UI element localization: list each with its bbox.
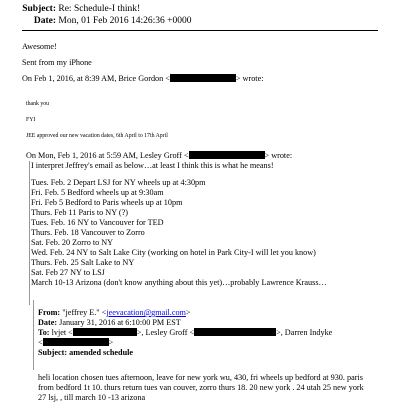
redaction-bar: [73, 328, 137, 336]
fwd-from-name: "jeffrey E." <: [62, 308, 107, 317]
schedule-item: Sat. Feb. 20 Zorro to NY: [31, 238, 114, 247]
subject-value: Re: Schedule-I think!: [58, 4, 141, 14]
forward-bar: [33, 300, 34, 370]
fwd-date-value: January 31, 2016 at 6:10:00 PM EST: [59, 318, 181, 327]
tail-line: from bedford 1t 10. thurs return tues van couver, zorro thurs 18. 20 new york . 24 utah 25 new york: [38, 383, 364, 392]
schedule-item: Sat. Feb 27 NY to LSJ: [31, 268, 105, 277]
fwd-date-label: Date:: [38, 318, 58, 327]
quote-bar: [29, 161, 30, 305]
body-line-sent: Sent from my iPhone: [22, 58, 92, 67]
fwd-to-a: lvjet <: [51, 328, 73, 337]
quote-intro-2-pre: On Mon, Feb 1, 2016 at 5:59 AM, Lesley Groff <: [26, 151, 189, 160]
fwd-to-row-2: [38, 338, 113, 348]
quote-intro-1: [22, 74, 263, 84]
redaction-bar: [43, 338, 109, 346]
schedule-item: Tues. Feb. 2 Depart LSJ for NY wheels up at 4:30pm: [31, 178, 206, 187]
schedule-item: Fri. Feb 5 Bedford to Paris wheels up at 10pm: [31, 198, 183, 207]
fwd-to-b: >, Lesley Groff <: [136, 328, 195, 337]
subject-row: [22, 3, 140, 15]
reply-line-fyi: FYI: [26, 117, 36, 123]
schedule-item: Wed. Feb. 24 NY to Salt Lake City (working on hotel in Park City-I will let you know): [31, 248, 316, 257]
fwd-from-end: >: [185, 308, 191, 317]
reply-line-vacation: JEE approved our new vacation dates, 6th April to 17th April: [26, 133, 168, 139]
subject-label: Subject:: [22, 4, 56, 14]
header-divider: [22, 30, 378, 31]
quote-intro-2: [26, 151, 292, 161]
redaction-bar: [189, 151, 265, 159]
fwd-to-label: To:: [38, 328, 50, 337]
reply-line-thanks: thank you: [26, 101, 50, 107]
fwd-subject-value: amended schedule: [69, 348, 134, 357]
schedule-item: Tues. Feb. 16 NY to Vancouver for TED: [31, 218, 164, 227]
fwd-to-line2-pre: <: [38, 338, 43, 347]
fwd-subject-label: Subject:: [38, 348, 68, 357]
date-label: Date:: [33, 16, 56, 26]
interpretation-line: I interpret Jeffrey's email as below…at least I think this is what he means!: [31, 161, 274, 170]
schedule-item: Thurs. Feb. 25 Salt Lake to NY: [31, 258, 135, 267]
fwd-from-label: From:: [38, 308, 61, 317]
date-row: [22, 15, 191, 27]
schedule-item: March 10-13 Arizona (don't know anything about this yet)…probably Lawrence Krauss…: [31, 278, 327, 287]
fwd-from-email-link[interactable]: jeevacation@gmail.com: [106, 308, 186, 317]
redaction-bar: [170, 74, 236, 82]
schedule-item: Fri. Feb. 5 Bedford wheels up at 9:30am: [31, 188, 164, 197]
date-value: Mon, 01 Feb 2016 14:26:36 +0000: [58, 16, 192, 26]
body-line-awesome: Awesome!: [22, 42, 57, 51]
fwd-to-c: >, Darren Indyke: [276, 328, 333, 337]
quote-intro-1-pre: On Feb 1, 2016, at 8:39 AM, Brice Gordon <: [22, 74, 170, 83]
fwd-date-row: [38, 318, 181, 328]
schedule-item: Thurs. Feb. 18 Vancouver to Zorro: [31, 228, 145, 237]
tail-line: 27 lsj, , till march 10 -13 arizona: [38, 393, 146, 402]
quote-intro-1-post: > wrote:: [235, 74, 264, 83]
fwd-to-line2-post: >: [108, 338, 114, 347]
fwd-from-row: [38, 308, 191, 318]
redaction-bar: [194, 328, 276, 336]
tail-line: heli location chosen tues afternoon, leave for new york wu, 430, fri wheels up bedford at 930. paris: [38, 373, 363, 382]
fwd-subject-row: [38, 348, 133, 358]
quote-intro-2-post: > wrote:: [264, 151, 293, 160]
fwd-to-row: [38, 328, 332, 338]
schedule-item: Thurs. Feb 11 Paris to NY (?): [31, 208, 128, 217]
